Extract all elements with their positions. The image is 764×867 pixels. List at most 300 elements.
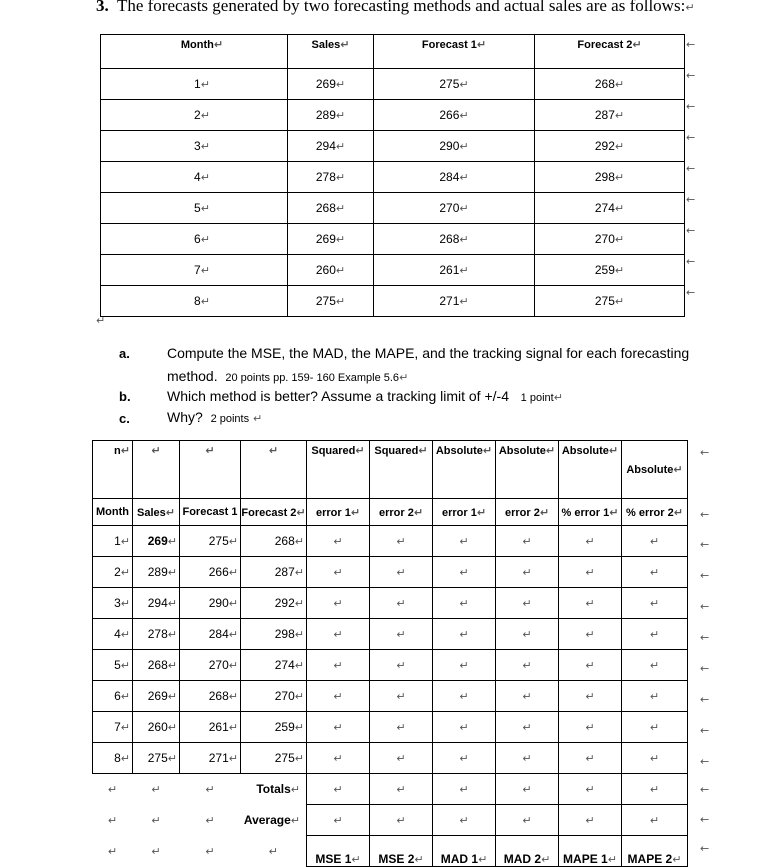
paragraph-mark-icon: ↵ xyxy=(294,721,304,734)
paragraph-mark-icon: ↵ xyxy=(459,721,469,734)
paragraph-mark-icon: ↵ xyxy=(418,444,428,457)
table-row xyxy=(101,131,685,162)
empty-cell xyxy=(133,836,180,867)
table-cell-text: 271 xyxy=(439,294,460,308)
paragraph-mark-icon: ↵ xyxy=(396,659,406,672)
column-header-text: Sales xyxy=(137,506,166,519)
paragraph-mark-icon: ↵ xyxy=(151,814,161,827)
empty-cell xyxy=(370,805,433,836)
summary-row xyxy=(93,836,688,867)
top-column-header xyxy=(307,441,370,499)
paragraph-mark-icon: ↵ xyxy=(294,752,304,765)
paragraph-mark-icon: ↵ xyxy=(396,597,406,610)
paragraph-mark-icon: ↵ xyxy=(649,659,660,672)
paragraph-mark-icon: ↵ xyxy=(294,597,304,610)
paragraph-mark-icon: ↵ xyxy=(335,140,346,153)
paragraph-mark-icon: ↵ xyxy=(333,783,343,796)
empty-cell xyxy=(93,836,133,867)
n-label-cell xyxy=(93,441,133,499)
empty-cell xyxy=(559,619,622,650)
paragraph-mark-icon: ↵ xyxy=(459,233,469,246)
empty-cell xyxy=(496,743,559,774)
column-header xyxy=(370,499,433,526)
empty-cell xyxy=(307,650,370,681)
table-cell-text: 275 xyxy=(147,751,168,765)
table-cell xyxy=(374,255,535,286)
question-b-line xyxy=(167,388,563,404)
table-cell xyxy=(101,131,288,162)
empty-cell xyxy=(307,681,370,712)
empty-cell xyxy=(370,681,433,712)
table-cell-text: 6 xyxy=(114,689,121,703)
summary-label xyxy=(622,836,688,867)
summary-label-text: MAD 1 xyxy=(440,852,479,866)
table-cell-text: 275 xyxy=(439,77,460,91)
empty-cell xyxy=(496,712,559,743)
paragraph-mark-icon: ↵ xyxy=(333,535,343,548)
empty-cell xyxy=(93,805,133,836)
table-cell xyxy=(241,712,307,743)
paragraph-mark-icon: ↵ xyxy=(522,814,532,827)
paragraph-mark-icon: ↵ xyxy=(649,690,660,703)
paragraph-mark-icon: ↵ xyxy=(200,171,210,184)
paragraph-mark-icon: ↵ xyxy=(522,597,532,610)
table-cell-text: 259 xyxy=(274,720,295,734)
paragraph-mark-icon: ↵ xyxy=(522,659,532,672)
table-cell-text: 268 xyxy=(439,232,460,246)
row-end-mark-icon: ← xyxy=(686,38,696,51)
paragraph-mark-icon: ↵ xyxy=(673,463,683,476)
paragraph-mark-icon: ↵ xyxy=(335,295,346,308)
table-cell-text: 260 xyxy=(315,263,336,277)
empty-cell xyxy=(433,588,496,619)
paragraph-mark-icon: ↵ xyxy=(151,845,161,858)
paragraph-mark-icon: ↵ xyxy=(333,566,343,579)
table-cell xyxy=(288,162,374,193)
n-label-cell-text: n xyxy=(114,445,121,457)
table-cell xyxy=(93,681,133,712)
paragraph-mark-icon: ↵ xyxy=(205,783,215,797)
paragraph-mark-icon: ↵ xyxy=(459,535,469,548)
column-header xyxy=(622,499,688,526)
paragraph-mark-icon: ↵ xyxy=(333,752,343,765)
table-cell-text: 5 xyxy=(194,201,201,215)
table-row xyxy=(93,588,688,619)
paragraph-mark-icon: ↵ xyxy=(200,140,210,153)
table-cell xyxy=(241,681,307,712)
paragraph-mark-icon: ↵ xyxy=(335,78,346,91)
empty-cell xyxy=(496,619,559,650)
empty-cell xyxy=(180,805,241,836)
table-cell-text: 289 xyxy=(147,565,168,579)
table-cell xyxy=(93,557,133,588)
question-b-note: 1 point xyxy=(520,392,554,404)
paragraph-mark-icon: ↵ xyxy=(294,535,304,548)
column-header xyxy=(535,35,685,69)
paragraph-mark-icon: ↵ xyxy=(333,690,343,703)
row-end-mark-icon: ← xyxy=(700,508,710,521)
paragraph-mark-icon: ↵ xyxy=(120,659,130,672)
row-end-mark-icon: ← xyxy=(700,446,710,459)
table-cell xyxy=(241,619,307,650)
column-header xyxy=(133,499,180,526)
table-cell-text: 292 xyxy=(594,139,615,153)
empty-cell xyxy=(370,526,433,557)
paragraph-mark-icon: ↵ xyxy=(253,412,263,425)
table-cell-text: 274 xyxy=(594,201,615,215)
empty-cell xyxy=(307,557,370,588)
top-column-header-text: Absolute xyxy=(435,445,483,457)
table-cell-text: 294 xyxy=(147,596,168,610)
paragraph-mark-icon: ↵ xyxy=(120,628,130,641)
paragraph-mark-icon: ↵ xyxy=(614,295,625,308)
paragraph-mark-icon: ↵ xyxy=(107,783,118,797)
table-cell xyxy=(93,526,133,557)
table-cell-text: 261 xyxy=(439,263,460,277)
empty-cell xyxy=(433,557,496,588)
totals-row-label xyxy=(241,774,307,805)
table-cell xyxy=(241,743,307,774)
paragraph-mark-icon: ↵ xyxy=(649,566,660,579)
paragraph-mark-icon: ↵ xyxy=(614,264,625,277)
table-cell xyxy=(374,224,535,255)
table-cell xyxy=(101,224,288,255)
paragraph-mark-icon: ↵ xyxy=(459,109,469,122)
summary-label xyxy=(496,836,559,867)
paragraph-mark-icon: ↵ xyxy=(614,233,625,246)
table-cell xyxy=(133,557,180,588)
table-cell-text: 275 xyxy=(208,534,229,548)
row-end-mark-icon: ← xyxy=(700,724,710,737)
paragraph-mark-icon: ↵ xyxy=(335,233,346,246)
row-end-mark-icon: ← xyxy=(700,693,710,706)
table-cell xyxy=(180,743,241,774)
paragraph-mark-icon: ↵ xyxy=(396,721,406,734)
table-cell-text: 290 xyxy=(208,596,229,610)
column-header-text: error 2 xyxy=(504,506,540,519)
paragraph-mark-icon: ↵ xyxy=(649,535,660,548)
column-header xyxy=(433,499,496,526)
paragraph-mark-icon: ↵ xyxy=(396,566,406,579)
empty-cell xyxy=(559,805,622,836)
average-row xyxy=(93,805,688,836)
paragraph-mark-icon: ↵ xyxy=(459,752,469,765)
paragraph-mark-icon: ↵ xyxy=(396,690,406,703)
empty-cell xyxy=(496,681,559,712)
row-end-mark-icon: ← xyxy=(700,569,710,582)
column-header xyxy=(180,499,241,526)
paragraph-mark-icon: ↵ xyxy=(167,628,177,641)
table-cell xyxy=(101,193,288,224)
paragraph-mark-icon: ↵ xyxy=(120,597,130,610)
top-column-header-text: Absolute xyxy=(626,464,674,476)
empty-cell xyxy=(622,681,688,712)
table-cell xyxy=(180,619,241,650)
empty-cell xyxy=(559,526,622,557)
paragraph-mark-icon: ↵ xyxy=(459,264,469,277)
table-cell xyxy=(133,681,180,712)
paragraph-mark-icon: ↵ xyxy=(290,814,300,827)
table-cell-text: 268 xyxy=(594,77,615,91)
column-header-text: Forecast 1 xyxy=(182,506,238,518)
table-cell-text: 294 xyxy=(315,139,336,153)
paragraph-mark-icon: ↵ xyxy=(120,752,130,765)
row-end-mark-icon: ← xyxy=(686,162,696,175)
paragraph-mark-icon: ↵ xyxy=(333,814,343,827)
row-end-mark-icon: ← xyxy=(700,631,710,644)
table-cell xyxy=(374,131,535,162)
table-cell-text: 284 xyxy=(439,170,460,184)
table-cell-text: 290 xyxy=(439,139,460,153)
empty-cell xyxy=(370,557,433,588)
column-header-text: Forecast 1 xyxy=(421,39,477,51)
table-cell xyxy=(535,286,685,317)
table-row xyxy=(101,162,685,193)
paragraph-mark-icon: ↵ xyxy=(649,783,660,796)
column-header-text: % error 1 xyxy=(561,506,610,519)
top-column-header xyxy=(622,441,688,499)
top-column-header-text: Absolute xyxy=(498,445,546,457)
paragraph-mark-icon: ↵ xyxy=(649,752,660,765)
summary-label-text: MAPE 1 xyxy=(563,852,608,866)
paragraph-mark-icon: ↵ xyxy=(539,505,550,519)
empty-cell xyxy=(496,557,559,588)
paragraph-mark-icon: ↵ xyxy=(296,505,306,519)
row-end-mark-icon: ← xyxy=(686,131,696,144)
paragraph-mark-icon: ↵ xyxy=(585,659,595,672)
paragraph-mark-icon: ↵ xyxy=(120,690,130,703)
paragraph-mark-icon: ↵ xyxy=(200,295,210,308)
question-number: 3. xyxy=(96,0,109,15)
paragraph-mark-icon: ↵ xyxy=(585,597,595,610)
paragraph-mark-icon: ↵ xyxy=(228,535,238,548)
top-column-header-text: Absolute xyxy=(561,445,609,457)
empty-cell xyxy=(180,836,241,867)
row-end-mark-icon: ← xyxy=(700,813,710,826)
column-header-text: Forecast 2 xyxy=(241,506,297,519)
paragraph-mark-icon: ↵ xyxy=(478,853,488,866)
table-cell xyxy=(535,224,685,255)
paragraph-mark-icon: ↵ xyxy=(333,628,343,641)
question-b-text: Which method is better? Assume a tracking limit of +/-4 xyxy=(167,388,509,404)
paragraph-mark-icon: ↵ xyxy=(522,721,532,734)
table-cell-text: 8 xyxy=(114,751,121,765)
paragraph-mark-icon: ↵ xyxy=(396,628,406,641)
table-row xyxy=(101,193,685,224)
paragraph-mark-icon: ↵ xyxy=(607,853,617,866)
table-cell-text: 3 xyxy=(114,596,121,610)
column-header xyxy=(288,35,374,69)
empty-cell xyxy=(559,681,622,712)
paragraph-mark-icon: ↵ xyxy=(459,140,469,153)
table-row xyxy=(93,526,688,557)
paragraph-mark-icon: ↵ xyxy=(614,78,625,91)
paragraph-mark-icon: ↵ xyxy=(228,721,238,734)
empty-cell xyxy=(307,588,370,619)
empty-header-cell xyxy=(133,441,180,499)
paragraph-mark-icon: ↵ xyxy=(120,566,130,579)
empty-cell xyxy=(496,588,559,619)
paragraph-mark-icon: ↵ xyxy=(522,566,532,579)
empty-cell xyxy=(370,743,433,774)
paragraph-mark-icon: ↵ xyxy=(120,535,130,548)
empty-cell xyxy=(622,743,688,774)
summary-label-text: MSE 1 xyxy=(315,852,352,866)
table-cell xyxy=(101,255,288,286)
paragraph-mark-icon: ↵ xyxy=(649,721,660,734)
table-cell xyxy=(535,193,685,224)
paragraph-mark-icon: ↵ xyxy=(167,690,177,703)
empty-cell xyxy=(370,588,433,619)
table-cell-text: 278 xyxy=(147,627,168,641)
paragraph-mark-icon: ↵ xyxy=(396,752,406,765)
column-header xyxy=(101,35,288,69)
paragraph-mark-icon: ↵ xyxy=(614,140,625,153)
paragraph-mark-icon: ↵ xyxy=(290,783,300,797)
paragraph-mark-icon: ↵ xyxy=(335,264,346,277)
table-row xyxy=(101,224,685,255)
paragraph-mark-icon: ↵ xyxy=(585,814,595,827)
paragraph-mark-icon: ↵ xyxy=(228,659,238,672)
table-cell xyxy=(288,286,374,317)
paragraph-mark-icon: ↵ xyxy=(459,628,469,641)
paragraph-mark-icon: ↵ xyxy=(673,505,683,519)
table-header-row xyxy=(93,499,688,526)
question-a-line2 xyxy=(167,368,408,384)
paragraph-mark-icon: ↵ xyxy=(545,444,556,457)
question-a-line1: Compute the MSE, the MAD, the MAPE, and the tracking signal for each forecasting xyxy=(167,345,690,361)
top-column-header-text: Squared xyxy=(374,445,419,457)
paragraph-mark-icon: ↵ xyxy=(200,233,210,246)
paragraph-mark-icon: ↵ xyxy=(672,853,682,866)
column-header-text: error 1 xyxy=(441,506,477,519)
table-cell-text: 287 xyxy=(594,108,615,122)
row-end-mark-icon: ← xyxy=(686,193,696,206)
empty-cell xyxy=(496,650,559,681)
table-cell xyxy=(374,162,535,193)
paragraph-mark-icon: ↵ xyxy=(165,505,175,519)
table-cell xyxy=(241,526,307,557)
paragraph-mark-icon: ↵ xyxy=(120,721,130,734)
column-header xyxy=(307,499,370,526)
paragraph-mark-icon: ↵ xyxy=(96,314,106,327)
paragraph-mark-icon: ↵ xyxy=(585,783,595,796)
empty-cell xyxy=(559,557,622,588)
table-cell xyxy=(535,100,685,131)
paragraph-mark-icon: ↵ xyxy=(205,845,215,858)
table-cell-text: 270 xyxy=(274,689,295,703)
table-cell-text: 268 xyxy=(147,658,168,672)
table-cell xyxy=(101,162,288,193)
paragraph-mark-icon: ↵ xyxy=(522,752,532,765)
table-cell-text: 8 xyxy=(194,294,201,308)
paragraph-mark-icon: ↵ xyxy=(167,721,177,734)
table-cell-text: 271 xyxy=(208,751,229,765)
table-cell-text: 268 xyxy=(208,689,229,703)
empty-cell xyxy=(622,588,688,619)
empty-cell xyxy=(433,650,496,681)
table-cell-text: 269 xyxy=(315,77,336,91)
paragraph-mark-icon: ↵ xyxy=(649,814,660,827)
paragraph-mark-icon: ↵ xyxy=(340,38,350,51)
paragraph-mark-icon: ↵ xyxy=(333,721,343,734)
table-cell-text: 4 xyxy=(194,170,201,184)
top-column-header-text: Squared xyxy=(311,445,356,457)
paragraph-mark-icon: ↵ xyxy=(585,690,595,703)
table-cell xyxy=(93,619,133,650)
question-a-method: method. xyxy=(167,368,218,384)
paragraph-mark-icon: ↵ xyxy=(355,444,365,457)
table-cell-text: 6 xyxy=(194,232,201,246)
paragraph-mark-icon: ↵ xyxy=(522,783,532,796)
table-cell-text: 1 xyxy=(194,77,201,91)
empty-cell xyxy=(622,774,688,805)
paragraph-mark-icon: ↵ xyxy=(333,659,343,672)
paragraph-mark-icon: ↵ xyxy=(294,690,304,703)
paragraph-mark-icon: ↵ xyxy=(167,752,177,765)
paragraph-mark-icon: ↵ xyxy=(228,690,238,703)
empty-cell xyxy=(622,526,688,557)
empty-cell xyxy=(622,805,688,836)
paragraph-mark-icon: ↵ xyxy=(585,721,595,734)
paragraph-mark-icon: ↵ xyxy=(151,783,161,797)
table-row xyxy=(101,286,685,317)
table-cell-text: 269 xyxy=(315,232,336,246)
paragraph-mark-icon: ↵ xyxy=(200,78,210,91)
table-cell xyxy=(133,650,180,681)
table-cell xyxy=(180,681,241,712)
empty-cell xyxy=(307,526,370,557)
empty-cell xyxy=(93,774,133,805)
table-cell xyxy=(288,100,374,131)
paragraph-mark-icon: ↵ xyxy=(476,38,487,51)
paragraph-mark-icon: ↵ xyxy=(396,814,406,827)
column-header-text: error 2 xyxy=(378,506,414,519)
column-header-text: Month xyxy=(96,506,129,518)
paragraph-mark-icon: ↵ xyxy=(585,566,595,579)
table-cell xyxy=(93,650,133,681)
paragraph-mark-icon: ↵ xyxy=(413,505,424,519)
table-cell xyxy=(133,619,180,650)
paragraph-mark-icon: ↵ xyxy=(228,597,238,610)
paragraph-mark-icon: ↵ xyxy=(614,202,625,215)
paragraph-mark-icon: ↵ xyxy=(522,535,532,548)
top-column-header xyxy=(496,441,559,499)
table-cell-text: 7 xyxy=(194,263,201,277)
average-row-label xyxy=(241,805,307,836)
table-cell xyxy=(241,650,307,681)
paragraph-mark-icon: ↵ xyxy=(200,109,210,122)
table-cell-text: 259 xyxy=(594,263,615,277)
paragraph-mark-icon: ↵ xyxy=(649,597,660,610)
paragraph-mark-icon: ↵ xyxy=(335,202,346,215)
paragraph-mark-icon: ↵ xyxy=(213,38,224,51)
table-cell-text: 275 xyxy=(274,751,295,765)
summary-label-text: MSE 2 xyxy=(378,852,415,866)
table-cell xyxy=(241,557,307,588)
paragraph-mark-icon: ↵ xyxy=(333,597,343,610)
table-cell xyxy=(101,69,288,100)
paragraph-mark-icon: ↵ xyxy=(614,171,625,184)
table-cell xyxy=(535,131,685,162)
table-cell xyxy=(93,588,133,619)
question-b-label: b. xyxy=(119,389,131,404)
empty-header-cell xyxy=(180,441,241,499)
paragraph-mark-icon: ↵ xyxy=(459,566,469,579)
table-cell xyxy=(535,255,685,286)
table-header-row xyxy=(101,35,685,69)
empty-cell xyxy=(559,774,622,805)
